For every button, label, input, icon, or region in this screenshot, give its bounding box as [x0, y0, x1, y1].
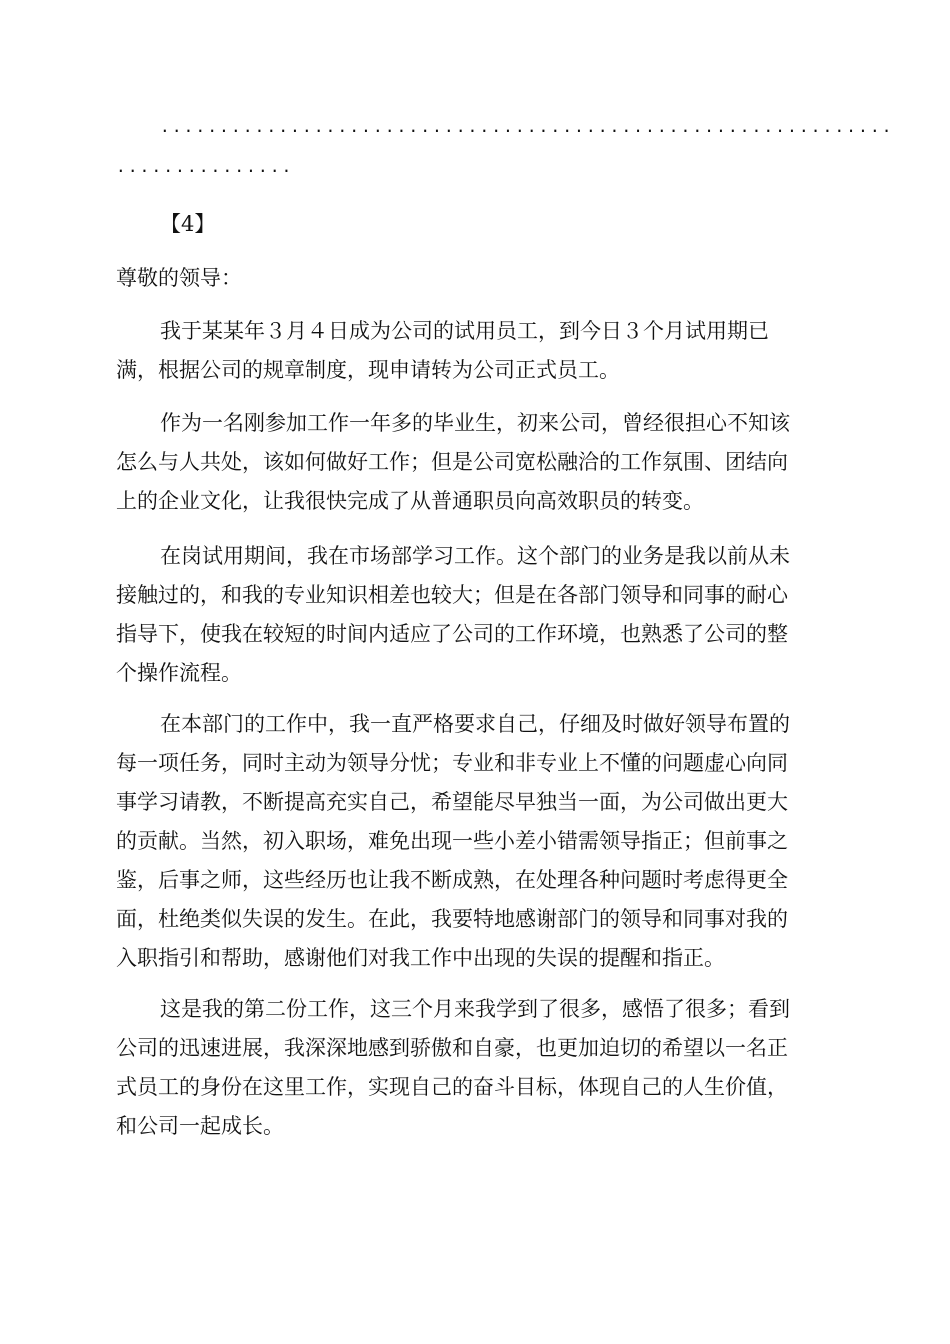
paragraph-2: [116, 404, 836, 521]
paragraph-line: 的贡献。当然，初入职场，难免出现一些小差小错需领导指正；但前事之: [116, 829, 788, 853]
section-heading: 【4】: [160, 212, 216, 236]
paragraph-line: 我于某某年３月４日成为公司的试用员工，到今日３个月试用期已: [160, 319, 769, 343]
paragraph-line: 接触过的，和我的专业知识相差也较大；但是在各部门领导和同事的耐心: [116, 583, 788, 607]
paragraph-line: 入职指引和帮助，感谢他们对我工作中出现的失误的提醒和指正。: [116, 946, 725, 970]
paragraph-line: 式员工的身份在这里工作，实现自己的奋斗目标，体现自己的人生价值，: [116, 1075, 788, 1099]
paragraph-line: 和公司一起成长。: [116, 1114, 284, 1138]
dotted-separator-line-1: ..............................................................: [160, 117, 894, 136]
paragraph-4: [116, 705, 836, 978]
paragraph-line: 指导下，使我在较短的时间内适应了公司的工作环境，也熟悉了公司的整: [116, 622, 788, 646]
paragraph-line: 事学习请教，不断提高充实自己，希望能尽早独当一面，为公司做出更大: [116, 790, 788, 814]
salutation: 尊敬的领导：: [116, 266, 242, 290]
paragraph-line: 满，根据公司的规章制度，现申请转为公司正式员工。: [116, 358, 620, 382]
paragraph-line: 在岗试用期间，我在市场部学习工作。这个部门的业务是我以前从未: [160, 544, 790, 568]
paragraph-line: 这是我的第二份工作，这三个月来我学到了很多，感悟了很多；看到: [160, 997, 790, 1021]
paragraph-1: [116, 312, 836, 390]
paragraph-line: 鉴，后事之师，这些经历也让我不断成熟，在处理各种问题时考虑得更全: [116, 868, 788, 892]
paragraph-3: [116, 537, 836, 693]
dotted-separator-line-2: ...............: [116, 157, 294, 176]
paragraph-line: 怎么与人共处，该如何做好工作；但是公司宽松融洽的工作氛围、团结向: [116, 450, 788, 474]
paragraph-line: 公司的迅速进展，我深深地感到骄傲和自豪，也更加迫切的希望以一名正: [116, 1036, 788, 1060]
paragraph-line: 作为一名刚参加工作一年多的毕业生，初来公司，曾经很担心不知该: [160, 411, 790, 435]
paragraph-line: 上的企业文化，让我很快完成了从普通职员向高效职员的转变。: [116, 489, 704, 513]
paragraph-line: 个操作流程。: [116, 661, 242, 685]
paragraph-line: 在本部门的工作中，我一直严格要求自己，仔细及时做好领导布置的: [160, 712, 790, 736]
paragraph-line: 每一项任务，同时主动为领导分忧；专业和非专业上不懂的问题虚心向同: [116, 751, 788, 775]
paragraph-line: 面，杜绝类似失误的发生。在此，我要特地感谢部门的领导和同事对我的: [116, 907, 788, 931]
paragraph-5: [116, 990, 836, 1146]
